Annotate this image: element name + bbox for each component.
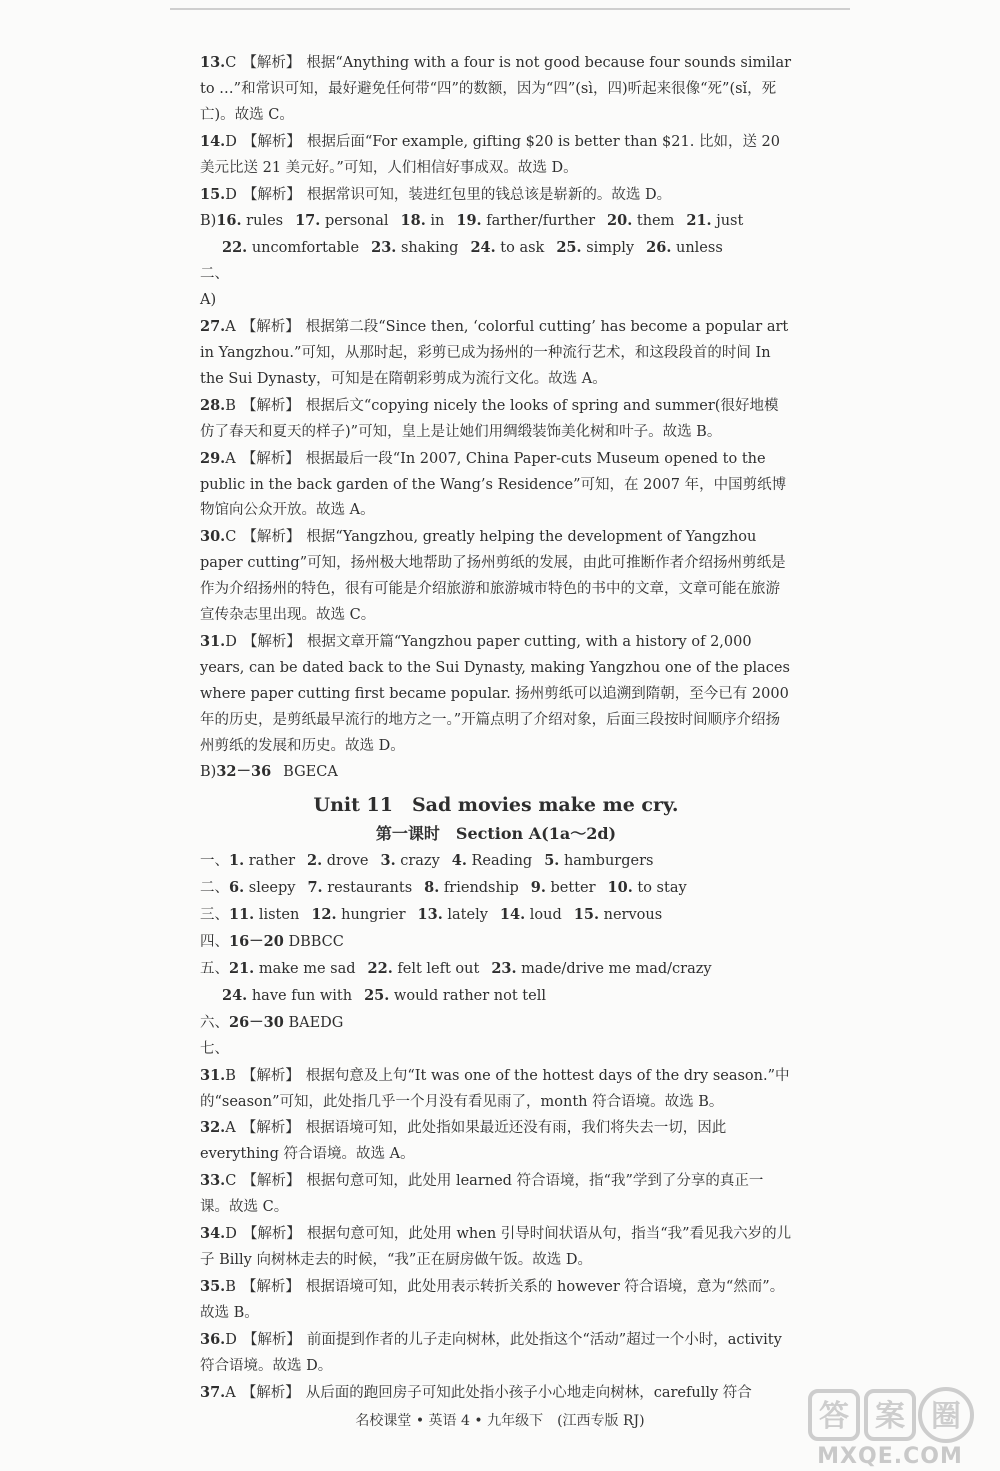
exercise-number: 26－30 <box>229 1013 284 1031</box>
top-rule <box>170 8 850 10</box>
answer-item <box>200 1168 792 1221</box>
item-number: 31. <box>200 632 226 650</box>
exercise-label: 四、 <box>200 934 229 951</box>
b2-range: 32－36 <box>216 763 272 781</box>
fill-answer: them <box>636 213 675 230</box>
section-label: B) <box>200 213 217 230</box>
analysis-tag: 【解析】 <box>242 633 301 650</box>
exercise-row <box>200 956 792 983</box>
fill-answer: shaking <box>400 240 459 257</box>
item-answer: A <box>225 1120 236 1137</box>
heading-qi: 七、 <box>200 1040 229 1057</box>
answer-item <box>200 50 792 129</box>
answer-item <box>200 446 792 525</box>
unit-title: Unit 11 Sad movies make me cry. <box>313 794 679 817</box>
analysis-text: 根据常识可知，装进红包里的钱总该是崭新的。故选 D。 <box>306 186 672 203</box>
fill-number: 18. <box>400 212 426 230</box>
fill-answer: unless <box>675 240 723 257</box>
answer-page <box>200 50 792 1406</box>
exercise-answer: nervous <box>603 907 663 924</box>
analysis-text: 根据句意及上句“It was one of the hottest days of the dry season.”中的“season”可知，此处指几乎一个月没有看见雨了，month 符合语境。故选 B。 <box>200 1067 790 1110</box>
item-number: 37. <box>200 1383 226 1401</box>
analysis-tag: 【解析】 <box>241 1067 300 1084</box>
fill-number: 20. <box>607 212 633 230</box>
exercise-answer: hamburgers <box>563 853 654 870</box>
exercise-answer: lately <box>447 907 488 924</box>
exercise-number: 21. <box>229 960 255 977</box>
section-b-fill-in <box>200 208 792 262</box>
item-answer: D <box>225 186 237 203</box>
answer-item <box>200 182 792 209</box>
item-answer: D <box>225 1226 237 1243</box>
item-number: 27. <box>200 318 226 336</box>
answer-item <box>200 1063 792 1116</box>
fill-answer: just <box>716 213 744 230</box>
exercise-number: 5. <box>544 852 560 870</box>
analysis-text: 根据最后一段“In 2007, China Paper-cuts Museum opened to the public in the back garden of the Wang’s Residence”可知，在 2007 年，中国剪纸博物馆向公众开放。故选 A。 <box>200 450 787 519</box>
fill-answer: to ask <box>500 240 545 257</box>
answer-item <box>200 129 792 182</box>
lesson-title: 第一课时 Section A(1a～2d) <box>375 824 617 844</box>
exercise-row <box>200 929 792 956</box>
analysis-text: 根据句意可知，此处用 learned 符合语境，指“我”学到了分享的真正一课。故选 C。 <box>200 1173 764 1216</box>
fill-answer: simply <box>586 240 635 257</box>
exercise-label: 五、 <box>200 961 229 977</box>
analysis-text: 根据后面“For example, gifting $20 is better than $21. 比如，送 20 美元比送 21 美元好。”可知，人们相信好事成双。故选 D。 <box>200 133 781 176</box>
exercise-number: 2. <box>307 852 323 870</box>
exercise-row <box>200 983 792 1010</box>
analysis-tag: 【解析】 <box>241 397 300 414</box>
exercise-answer: better <box>550 880 596 897</box>
exercise-number: 24. <box>222 986 248 1004</box>
watermark-text: MXQE.COM <box>817 1444 963 1469</box>
exercise-number: 22. <box>367 960 393 977</box>
exercise-answer: BAEDG <box>288 1014 344 1031</box>
exercise-label: 三、 <box>200 907 229 924</box>
exercise-number: 14. <box>499 906 526 924</box>
answer-item <box>200 393 792 446</box>
item-answer: A <box>225 1384 236 1401</box>
exercise-number: 4. <box>451 852 467 870</box>
item-answer: D <box>225 1331 237 1348</box>
fill-answer: farther/further <box>486 213 596 230</box>
item-number: 34. <box>200 1225 226 1243</box>
exercise-row <box>200 848 792 875</box>
item-number: 14. <box>200 132 226 150</box>
exercise-number: 25. <box>364 986 390 1004</box>
exercise-answer: Reading <box>471 853 533 870</box>
analysis-text: 从后面的跑回房子可知此处指小孩子小心地走向树林，carefully 符合 <box>305 1384 752 1401</box>
item-answer: C <box>225 529 237 546</box>
analysis-tag: 【解析】 <box>241 1120 300 1137</box>
fill-answer: in <box>430 213 445 230</box>
item-answer: C <box>225 55 237 71</box>
items-part3 <box>200 1063 792 1407</box>
fill-number: 17. <box>295 212 321 230</box>
analysis-tag: 【解析】 <box>241 1278 300 1295</box>
svg-text:圈: 圈 <box>931 1399 961 1434</box>
fill-answer: rules <box>246 213 284 230</box>
analysis-tag: 【解析】 <box>241 319 300 336</box>
item-answer: C <box>225 1173 237 1190</box>
fill-number: 26. <box>646 239 672 257</box>
item-answer: D <box>225 133 237 150</box>
analysis-tag: 【解析】 <box>242 133 301 150</box>
answer-item <box>200 1380 792 1407</box>
exercise-row <box>200 902 792 929</box>
svg-text:答: 答 <box>819 1399 849 1434</box>
answer-item <box>200 1221 792 1274</box>
exercise-answer: felt left out <box>397 961 480 977</box>
analysis-text: 根据句意可知，此处用 when 引导时间状语从句，指当“我”看见我六岁的儿子 Billy 向树林走去的时候，“我”正在厨房做午饭。故选 D。 <box>200 1226 792 1268</box>
exercise-number: 9. <box>530 879 546 897</box>
analysis-tag: 【解析】 <box>242 55 301 71</box>
exercise-label: 一、 <box>200 853 229 870</box>
exercise-answer: to stay <box>637 880 687 897</box>
analysis-text: 根据语境可知，此处用表示转折关系的 however 符合语境，意为“然而”。故选 B。 <box>200 1278 785 1321</box>
fill-number: 25. <box>556 239 582 257</box>
fill-answer: uncomfortable <box>251 240 360 257</box>
analysis-text: 根据后文“copying nicely the looks of spring and summer(很好地模仿了春天和夏天的样子)”可知，皇上是让她们用绸缎装饰美化树和叶子。故选 B。 <box>200 397 779 440</box>
item-answer: A <box>225 319 236 336</box>
analysis-text: 根据第二段“Since then, ‘colorful cutting’ has become a popular art in Yangzhou.”可知，从那时起，彩剪已成为扬州的一种流行艺术，和这段段首的时间 In the Sui Dynasty，可知是在隋朝彩剪成为流行文化。故选 A。 <box>200 319 789 387</box>
analysis-tag: 【解析】 <box>241 1384 300 1401</box>
exercise-number: 6. <box>229 879 245 897</box>
item-number: 13. <box>200 54 226 71</box>
exercise-row <box>200 1010 792 1037</box>
item-number: 32. <box>200 1119 226 1137</box>
answer-item <box>200 314 792 393</box>
answer-item <box>200 1327 792 1380</box>
fill-number: 19. <box>456 212 482 230</box>
exercise-number: 3. <box>380 852 396 870</box>
exercise-answer: made/drive me mad/crazy <box>521 961 712 977</box>
exercise-answer: restaurants <box>327 880 413 897</box>
b2-answers <box>200 759 792 786</box>
answer-item <box>200 629 792 760</box>
fill-in-row <box>200 235 792 262</box>
exercise-answer: drove <box>326 853 369 870</box>
fill-number: 21. <box>686 212 712 230</box>
exercise-number: 8. <box>424 879 440 897</box>
analysis-tag: 【解析】 <box>242 529 301 546</box>
analysis-tag: 【解析】 <box>241 450 300 467</box>
exercise-label: 六、 <box>200 1014 229 1031</box>
exercise-number: 10. <box>607 879 633 897</box>
exercise-answer: crazy <box>400 853 440 870</box>
analysis-tag: 【解析】 <box>242 186 301 203</box>
item-answer: B <box>225 1067 236 1084</box>
analysis-tag: 【解析】 <box>242 1226 301 1243</box>
fill-number: 22. <box>222 239 248 257</box>
exercise-number: 16－20 <box>229 933 284 951</box>
page-footer: 名校课堂 • 英语 4 • 九年级下 (江西专版 RJ) <box>355 1413 645 1429</box>
heading-a: A) <box>200 292 217 309</box>
item-number: 28. <box>200 396 226 414</box>
exercise-number: 13. <box>417 906 443 924</box>
answer-item <box>200 524 792 629</box>
item-answer: A <box>225 450 236 467</box>
heading-er: 二、 <box>200 266 229 283</box>
analysis-text: 根据“Yangzhou, greatly helping the development of Yangzhou paper cutting”可知，扬州极大地帮助了扬州剪纸的发展，由此可推断作者介绍扬州剪纸是作为介绍扬州的特色，很有可能是介绍旅游和旅游城市特色的书中的文章，文章可能在旅游宣传杂志里出现。故选 C。 <box>200 529 786 624</box>
analysis-text: 前面提到作者的儿子走向树林，此处指这个“活动”超过一个小时，activity 符合语境。故选 D。 <box>200 1331 782 1374</box>
analysis-tag: 【解析】 <box>242 1173 301 1190</box>
item-number: 33. <box>200 1172 226 1190</box>
item-answer: D <box>225 633 237 650</box>
exercise-number: 12. <box>311 906 337 924</box>
fill-answer: personal <box>324 213 389 230</box>
svg-text:案: 案 <box>875 1399 905 1434</box>
exercise-answers <box>200 848 792 1036</box>
fill-number: 23. <box>371 239 397 257</box>
analysis-tag: 【解析】 <box>242 1331 301 1348</box>
exercise-label: 二、 <box>200 880 229 897</box>
item-number: 35. <box>200 1277 226 1295</box>
exercise-number: 23. <box>491 960 517 977</box>
exercise-answer: rather <box>248 853 296 870</box>
fill-in-row <box>200 208 792 235</box>
exercise-answer: make me sad <box>258 961 356 977</box>
exercise-number: 11. <box>229 906 255 924</box>
item-number: 30. <box>200 528 226 546</box>
fill-number: 16. <box>216 212 242 230</box>
item-number: 15. <box>200 185 226 203</box>
analysis-text: 根据文章开篇“Yangzhou paper cutting, with a history of 2,000 years, can be dated back to the Sui Dynasty, making Yangzhou one of the places where paper cutting first became popular. 扬州剪纸可以追溯到隋朝，至今已有 2000 年的历史，是剪纸最早流行的地方之一。”开篇点明了介绍对象，后面三段按时间顺序介绍扬州剪纸的发展和历史。故选 D。 <box>200 633 790 754</box>
answer-item <box>200 1115 792 1168</box>
item-number: 36. <box>200 1330 226 1348</box>
item-number: 29. <box>200 449 226 467</box>
exercise-answer: have fun with <box>251 987 353 1004</box>
exercise-answer: sleepy <box>248 880 296 897</box>
exercise-answer: DBBCC <box>288 934 344 951</box>
item-number: 31. <box>200 1066 226 1084</box>
exercise-answer: would rather not tell <box>393 987 546 1004</box>
exercise-number: 15. <box>573 906 599 924</box>
exercise-answer: listen <box>258 907 300 924</box>
exercise-answer: hungrier <box>341 907 406 924</box>
answer-item <box>200 1274 792 1327</box>
b2-answer: BGECA <box>283 764 338 781</box>
items-part2 <box>200 314 792 759</box>
fill-number: 24. <box>470 239 496 257</box>
analysis-text: 根据“Anything with a four is not good because four sounds similar to …”和常识可知，最好避免任何带“四”的数额，因为“四”(sì，四)听起来很像“死”(sǐ，死亡)。故选 C。 <box>200 55 792 123</box>
analysis-text: 根据语境可知，此处指如果最近还没有雨，我们将失去一切，因此 everything 符合语境。故选 A。 <box>200 1120 727 1163</box>
items-part1 <box>200 50 792 208</box>
exercise-number: 1. <box>229 852 245 870</box>
exercise-row <box>200 875 792 902</box>
item-answer: B <box>225 1278 236 1295</box>
b2-label: B) <box>200 764 217 781</box>
exercise-answer: loud <box>529 907 562 924</box>
item-answer: B <box>225 397 236 414</box>
exercise-answer: friendship <box>443 880 519 897</box>
exercise-number: 7. <box>307 879 323 897</box>
